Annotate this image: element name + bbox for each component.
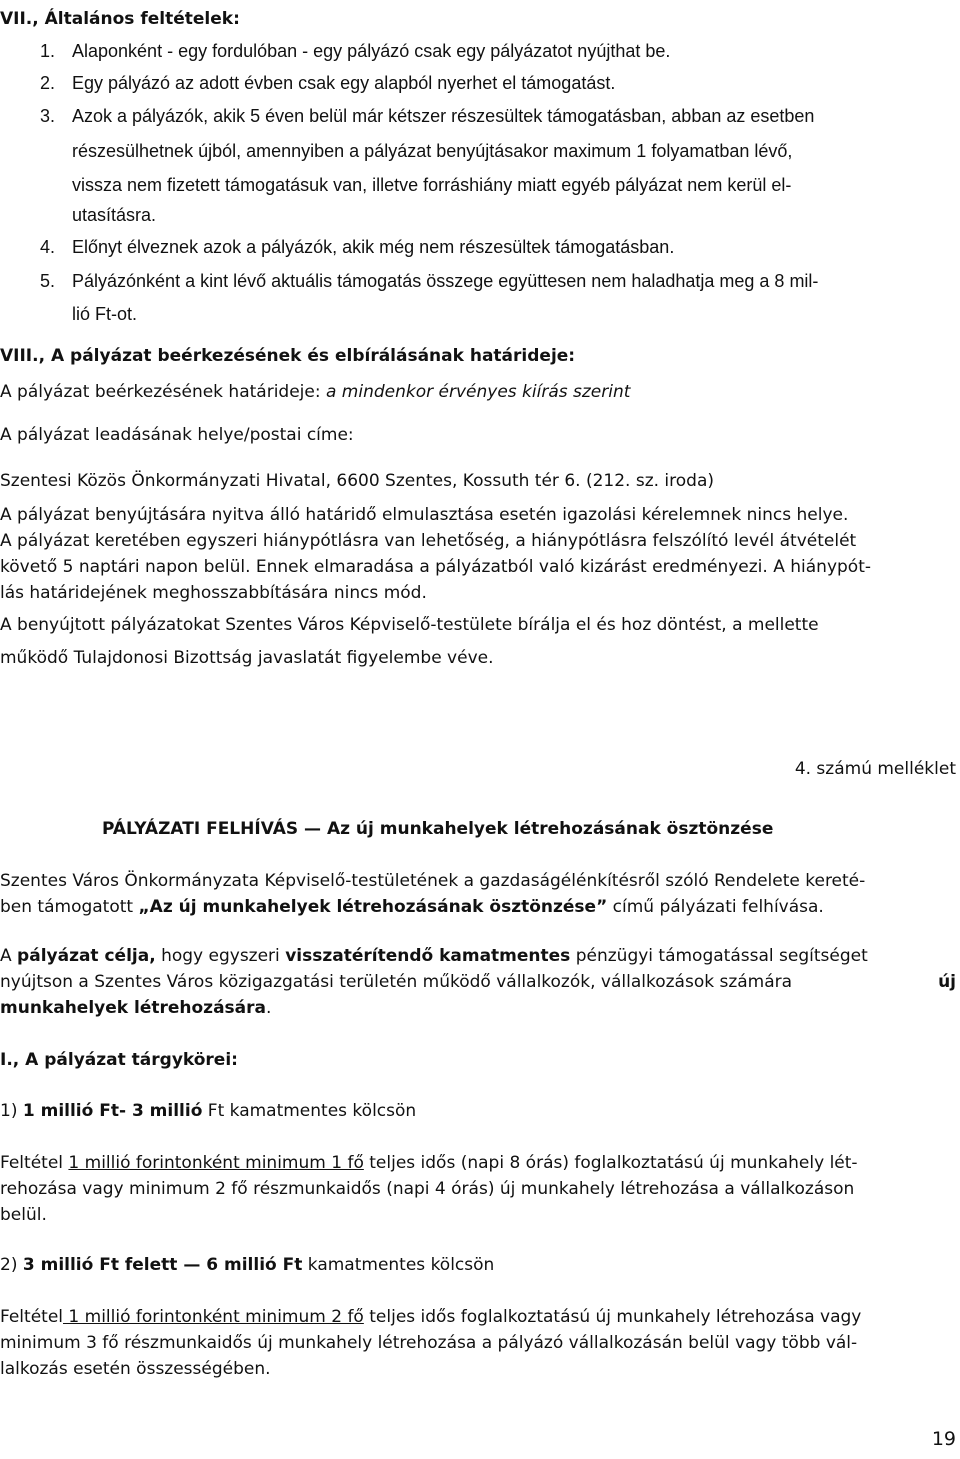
item-5-number: 5. bbox=[40, 271, 56, 291]
paragraph-deficiency-line-2: követő 5 naptári napon belül. Ennek elmaradása a pályázatból való kizárást eredményezi. A hiánypót- bbox=[0, 557, 871, 577]
item-3-number: 3. bbox=[40, 106, 56, 126]
condition-2-line-1: Feltétel 1 millió forintonként minimum 2 fő teljes idős foglalkoztatású új munkahely létrehozása vagy bbox=[0, 1307, 862, 1327]
annex-label: 4. számú melléklet bbox=[794, 759, 956, 779]
purpose-line-1: A pályázat célja, hogy egyszeri visszatérítendő kamatmentes pénzügyi támogatással segítséget bbox=[0, 946, 868, 966]
condition-1-line-2: rehozása vagy minimum 2 fő részmunkaidős (napi 4 órás) új munkahely létrehozása a vállalkozáson bbox=[0, 1179, 855, 1199]
item-3-line-2: részesülhetnek újból, amennyiben a pályázat benyújtásakor maximum 1 folyamatban lévő, bbox=[72, 141, 793, 161]
item-3-line-1: Azok a pályázók, akik 5 éven belül már kétszer részesültek támogatásban, abban az esetben bbox=[72, 106, 815, 126]
item-2-number: 2. bbox=[40, 73, 56, 93]
topic-2: 2) 3 millió Ft felett — 6 millió Ft kamatmentes kölcsön bbox=[0, 1255, 495, 1275]
condition-2-line-2: minimum 3 fő részmunkaidős új munkahely létrehozása a pályázó vállalkozásán belül vagy több vál- bbox=[0, 1333, 858, 1353]
item-3-line-3: vissza nem fizetett támogatásuk van, illetve forráshiány miatt egyéb pályázat nem kerül el- bbox=[72, 175, 792, 195]
paragraph-no-remedy: A pályázat benyújtására nyitva álló határidő elmulasztása esetén igazolási kérelemnek nincs helye. bbox=[0, 505, 849, 525]
paragraph-deficiency-line-3: lás határidejének meghosszabbítására nincs mód. bbox=[0, 583, 427, 603]
paragraph-deficiency-line-1: A pályázat keretében egyszeri hiánypótlásra van lehetőség, a hiánypótlásra felszólító levél átvételét bbox=[0, 531, 857, 551]
topic-1: 1) 1 millió Ft- 3 millió Ft kamatmentes kölcsön bbox=[0, 1101, 417, 1121]
item-1-number: 1. bbox=[40, 41, 56, 61]
section-7-heading: VII., Általános feltételek: bbox=[0, 9, 240, 29]
item-2-text: Egy pályázó az adott évben csak egy alapból nyerhet el támogatást. bbox=[72, 73, 616, 93]
call-title: PÁLYÁZATI FELHÍVÁS — Az új munkahelyek létrehozásának ösztönzése bbox=[102, 819, 774, 839]
section-8-heading: VIII., A pályázat beérkezésének és elbírálásának határideje: bbox=[0, 346, 576, 366]
address: Szentesi Közös Önkormányzati Hivatal, 6600 Szentes, Kossuth tér 6. (212. sz. iroda) bbox=[0, 471, 715, 491]
item-1-text: Alaponként - egy fordulóban - egy pályázó csak egy pályázatot nyújthat be. bbox=[72, 41, 671, 61]
intro-line-1: Szentes Város Önkormányzata Képviselő-testületének a gazdaságélénkítésről szóló Rendelete kereté- bbox=[0, 871, 866, 891]
purpose-line-2: nyújtson a Szentes Város közigazgatási területén működő vállalkozók, vállalkozások számára új bbox=[0, 972, 956, 992]
address-label: A pályázat leadásának helye/postai címe: bbox=[0, 425, 354, 445]
condition-1-line-3: belül. bbox=[0, 1205, 47, 1225]
item-4-number: 4. bbox=[40, 237, 56, 257]
paragraph-decision-line-2: működő Tulajdonosi Bizottság javaslatát figyelembe véve. bbox=[0, 648, 494, 668]
page-number: 19 bbox=[931, 1428, 956, 1450]
item-3-line-4: utasításra. bbox=[72, 205, 157, 225]
item-5-line-2: lió Ft-ot. bbox=[72, 304, 138, 324]
intro-line-2: ben támogatott „Az új munkahelyek létrehozásának ösztönzése” című pályázati felhívása. bbox=[0, 897, 824, 917]
condition-2-line-3: lalkozás esetén összességében. bbox=[0, 1359, 271, 1379]
paragraph-decision-line-1: A benyújtott pályázatokat Szentes Város Képviselő-testülete bírálja el és hoz döntést, a mellette bbox=[0, 615, 819, 635]
deadline-line: A pályázat beérkezésének határideje: a mindenkor érvényes kiírás szerint bbox=[0, 382, 631, 402]
item-4-text: Előnyt élveznek azok a pályázók, akik még nem részesültek támogatásban. bbox=[72, 237, 675, 257]
purpose-line-3: munkahelyek létrehozására. bbox=[0, 998, 272, 1018]
item-5-line-1: Pályázónként a kint lévő aktuális támogatás összege együttesen nem haladhatja meg a 8 mil- bbox=[72, 271, 819, 291]
condition-1-line-1: Feltétel 1 millió forintonként minimum 1 fő teljes idős (napi 8 órás) foglalkoztatású új munkahely lét- bbox=[0, 1153, 858, 1173]
topics-heading: I., A pályázat tárgykörei: bbox=[0, 1050, 238, 1070]
